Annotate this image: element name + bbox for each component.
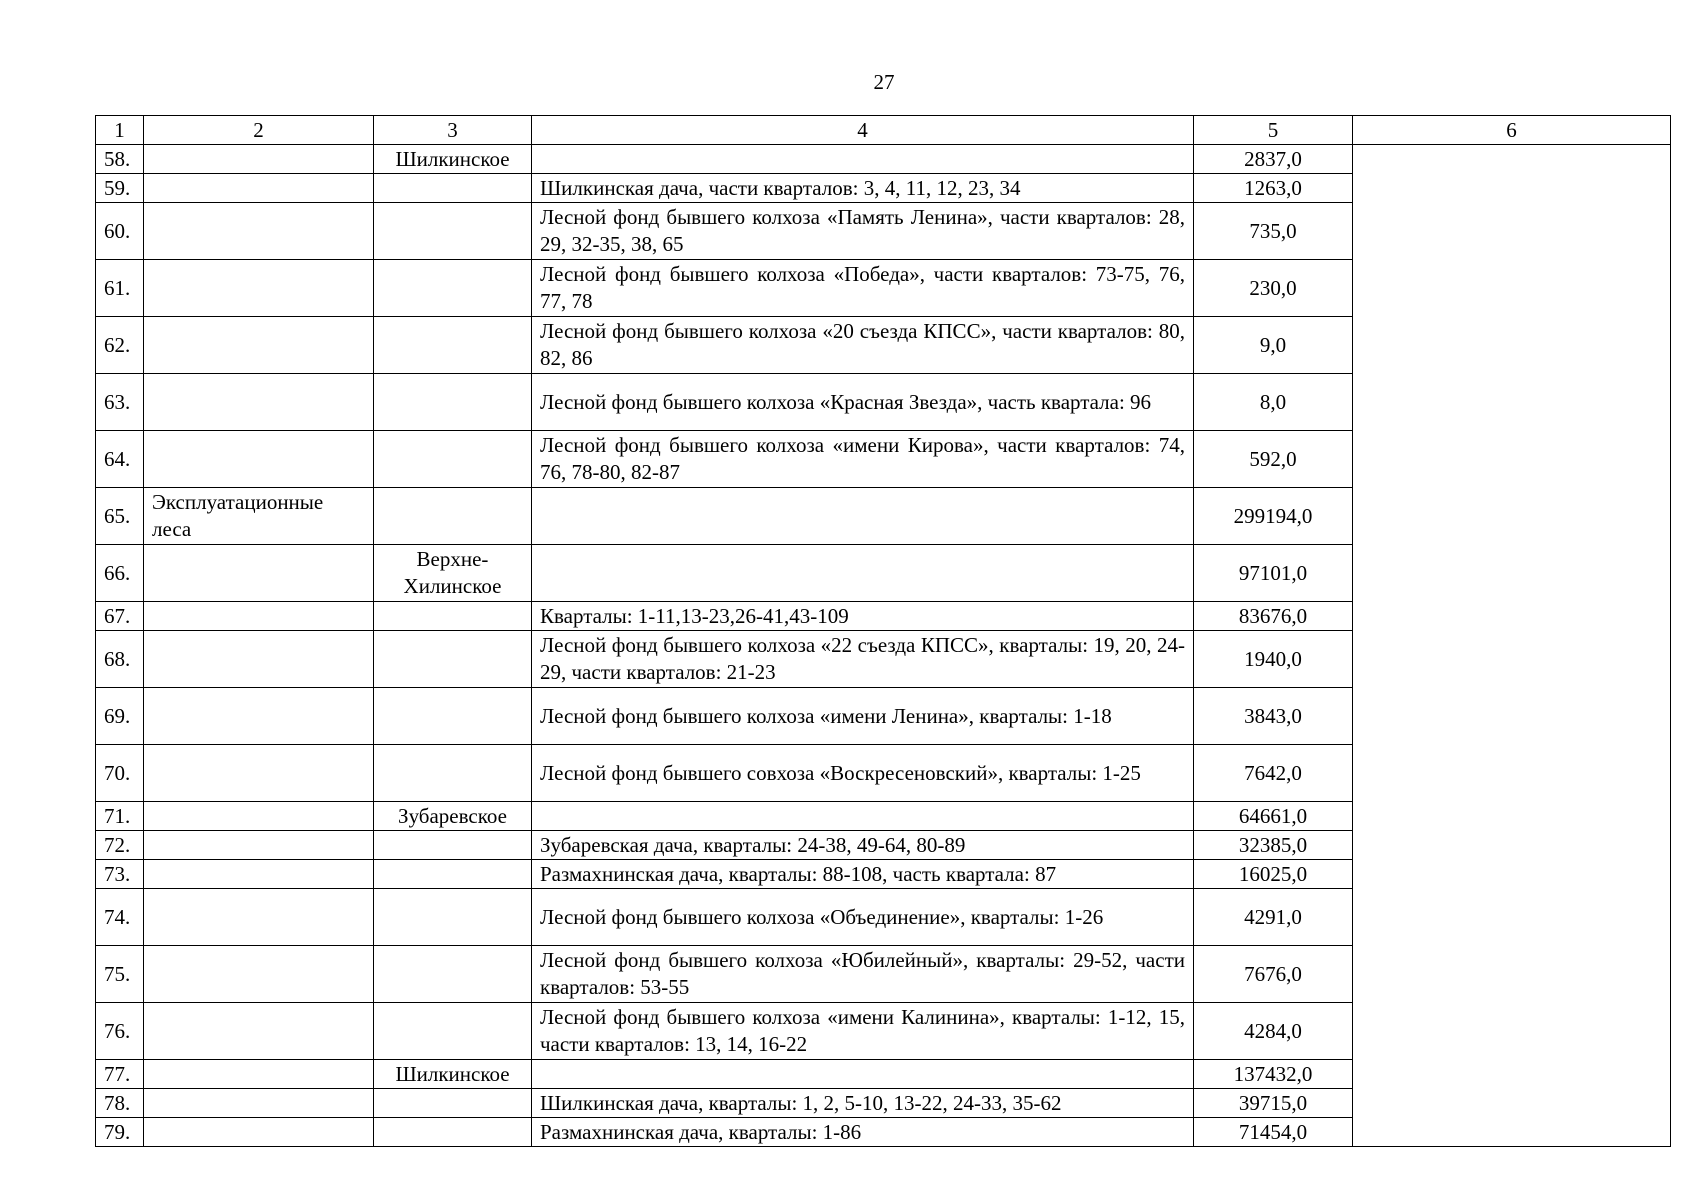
row-number-cell: 77. xyxy=(96,1060,144,1089)
row-number-cell: 73. xyxy=(96,860,144,889)
description-cell: Лесной фонд бывшего колхоза «22 съезда КПСС», кварталы: 19, 20, 24-29, части кварталов: 21-23 xyxy=(532,631,1194,688)
area-cell: 592,0 xyxy=(1194,431,1353,488)
area-cell: 230,0 xyxy=(1194,260,1353,317)
district-cell: Зубаревское xyxy=(374,802,532,831)
category-cell xyxy=(144,545,374,602)
district-cell xyxy=(374,860,532,889)
table-row xyxy=(96,145,1671,174)
area-cell: 9,0 xyxy=(1194,317,1353,374)
district-cell xyxy=(374,831,532,860)
header-col-1: 1 xyxy=(96,116,144,145)
description-cell: Лесной фонд бывшего колхоза «Победа», части кварталов: 73-75, 76, 77, 78 xyxy=(532,260,1194,317)
table-header-row xyxy=(96,116,1671,145)
description-cell: Лесной фонд бывшего колхоза «Красная Звезда», часть квартала: 96 xyxy=(532,374,1194,431)
row-number-cell: 79. xyxy=(96,1118,144,1147)
table-body xyxy=(96,145,1671,1147)
category-cell xyxy=(144,1003,374,1060)
area-cell: 299194,0 xyxy=(1194,488,1353,545)
description-cell: Кварталы: 1-11,13-23,26-41,43-109 xyxy=(532,602,1194,631)
district-cell: Верхне-Хилинское xyxy=(374,545,532,602)
category-cell xyxy=(144,260,374,317)
row-number-cell: 65. xyxy=(96,488,144,545)
district-cell xyxy=(374,1118,532,1147)
row-number-cell: 64. xyxy=(96,431,144,488)
district-cell xyxy=(374,889,532,946)
category-cell xyxy=(144,802,374,831)
category-cell xyxy=(144,174,374,203)
row-number-cell: 59. xyxy=(96,174,144,203)
header-col-2: 2 xyxy=(144,116,374,145)
category-cell xyxy=(144,374,374,431)
category-cell: Эксплуатационные леса xyxy=(144,488,374,545)
area-cell: 97101,0 xyxy=(1194,545,1353,602)
category-cell xyxy=(144,860,374,889)
category-cell xyxy=(144,1089,374,1118)
area-cell: 4291,0 xyxy=(1194,889,1353,946)
district-cell xyxy=(374,174,532,203)
row-number-cell: 70. xyxy=(96,745,144,802)
description-cell: Лесной фонд бывшего колхоза «имени Калинина», кварталы: 1-12, 15, части кварталов: 13, 14, 16-22 xyxy=(532,1003,1194,1060)
area-cell: 71454,0 xyxy=(1194,1118,1353,1147)
area-cell: 735,0 xyxy=(1194,203,1353,260)
area-cell: 2837,0 xyxy=(1194,145,1353,174)
area-cell: 8,0 xyxy=(1194,374,1353,431)
row-number-cell: 71. xyxy=(96,802,144,831)
area-cell: 16025,0 xyxy=(1194,860,1353,889)
district-cell: Шилкинское xyxy=(374,1060,532,1089)
area-cell: 4284,0 xyxy=(1194,1003,1353,1060)
description-cell xyxy=(532,545,1194,602)
district-cell xyxy=(374,260,532,317)
row-number-cell: 62. xyxy=(96,317,144,374)
row-number-cell: 72. xyxy=(96,831,144,860)
district-cell xyxy=(374,374,532,431)
header-col-3: 3 xyxy=(374,116,532,145)
category-cell xyxy=(144,145,374,174)
category-cell xyxy=(144,431,374,488)
description-cell xyxy=(532,145,1194,174)
description-cell: Лесной фонд бывшего колхоза «имени Кирова», части кварталов: 74, 76, 78-80, 82-87 xyxy=(532,431,1194,488)
area-cell: 64661,0 xyxy=(1194,802,1353,831)
description-cell: Шилкинская дача, части кварталов: 3, 4, 11, 12, 23, 34 xyxy=(532,174,1194,203)
description-cell: Лесной фонд бывшего колхоза «Объединение», кварталы: 1-26 xyxy=(532,889,1194,946)
category-cell xyxy=(144,317,374,374)
description-cell xyxy=(532,488,1194,545)
row-number-cell: 68. xyxy=(96,631,144,688)
description-cell: Лесной фонд бывшего колхоза «Юбилейный», кварталы: 29-52, части кварталов: 53-55 xyxy=(532,946,1194,1003)
district-cell xyxy=(374,203,532,260)
row-number-cell: 67. xyxy=(96,602,144,631)
header-col-4: 4 xyxy=(532,116,1194,145)
category-cell xyxy=(144,203,374,260)
category-cell xyxy=(144,745,374,802)
description-cell: Размахнинская дача, кварталы: 88-108, часть квартала: 87 xyxy=(532,860,1194,889)
row-number-cell: 78. xyxy=(96,1089,144,1118)
row-number-cell: 69. xyxy=(96,688,144,745)
description-cell: Зубаревская дача, кварталы: 24-38, 49-64, 80-89 xyxy=(532,831,1194,860)
notes-cell xyxy=(1353,145,1671,1147)
row-number-cell: 63. xyxy=(96,374,144,431)
description-cell: Лесной фонд бывшего колхоза «имени Ленина», кварталы: 1-18 xyxy=(532,688,1194,745)
area-cell: 83676,0 xyxy=(1194,602,1353,631)
description-cell: Лесной фонд бывшего колхоза «20 съезда КПСС», части кварталов: 80, 82, 86 xyxy=(532,317,1194,374)
category-cell xyxy=(144,631,374,688)
row-number-cell: 75. xyxy=(96,946,144,1003)
area-cell: 7676,0 xyxy=(1194,946,1353,1003)
category-cell xyxy=(144,831,374,860)
row-number-cell: 74. xyxy=(96,889,144,946)
area-cell: 32385,0 xyxy=(1194,831,1353,860)
district-cell xyxy=(374,688,532,745)
district-cell xyxy=(374,1089,532,1118)
header-col-5: 5 xyxy=(1194,116,1353,145)
category-cell xyxy=(144,1060,374,1089)
description-cell xyxy=(532,1060,1194,1089)
row-number-cell: 66. xyxy=(96,545,144,602)
area-cell: 39715,0 xyxy=(1194,1089,1353,1118)
row-number-cell: 58. xyxy=(96,145,144,174)
category-cell xyxy=(144,688,374,745)
category-cell xyxy=(144,889,374,946)
area-cell: 3843,0 xyxy=(1194,688,1353,745)
page-number: 27 xyxy=(873,70,895,94)
district-cell xyxy=(374,631,532,688)
district-cell: Шилкинское xyxy=(374,145,532,174)
row-number-cell: 60. xyxy=(96,203,144,260)
header-col-6: 6 xyxy=(1353,116,1671,145)
district-cell xyxy=(374,488,532,545)
category-cell xyxy=(144,946,374,1003)
district-cell xyxy=(374,1003,532,1060)
area-cell: 137432,0 xyxy=(1194,1060,1353,1089)
description-cell: Размахнинская дача, кварталы: 1-86 xyxy=(532,1118,1194,1147)
description-cell xyxy=(532,802,1194,831)
forest-fund-table xyxy=(95,115,1671,1147)
row-number-cell: 61. xyxy=(96,260,144,317)
category-cell xyxy=(144,602,374,631)
category-cell xyxy=(144,1118,374,1147)
area-cell: 7642,0 xyxy=(1194,745,1353,802)
description-cell: Шилкинская дача, кварталы: 1, 2, 5-10, 13-22, 24-33, 35-62 xyxy=(532,1089,1194,1118)
area-cell: 1263,0 xyxy=(1194,174,1353,203)
district-cell xyxy=(374,317,532,374)
description-cell: Лесной фонд бывшего колхоза «Память Ленина», части кварталов: 28, 29, 32-35, 38, 65 xyxy=(532,203,1194,260)
district-cell xyxy=(374,602,532,631)
row-number-cell: 76. xyxy=(96,1003,144,1060)
area-cell: 1940,0 xyxy=(1194,631,1353,688)
description-cell: Лесной фонд бывшего совхоза «Воскресеновский», кварталы: 1-25 xyxy=(532,745,1194,802)
district-cell xyxy=(374,745,532,802)
district-cell xyxy=(374,946,532,1003)
district-cell xyxy=(374,431,532,488)
